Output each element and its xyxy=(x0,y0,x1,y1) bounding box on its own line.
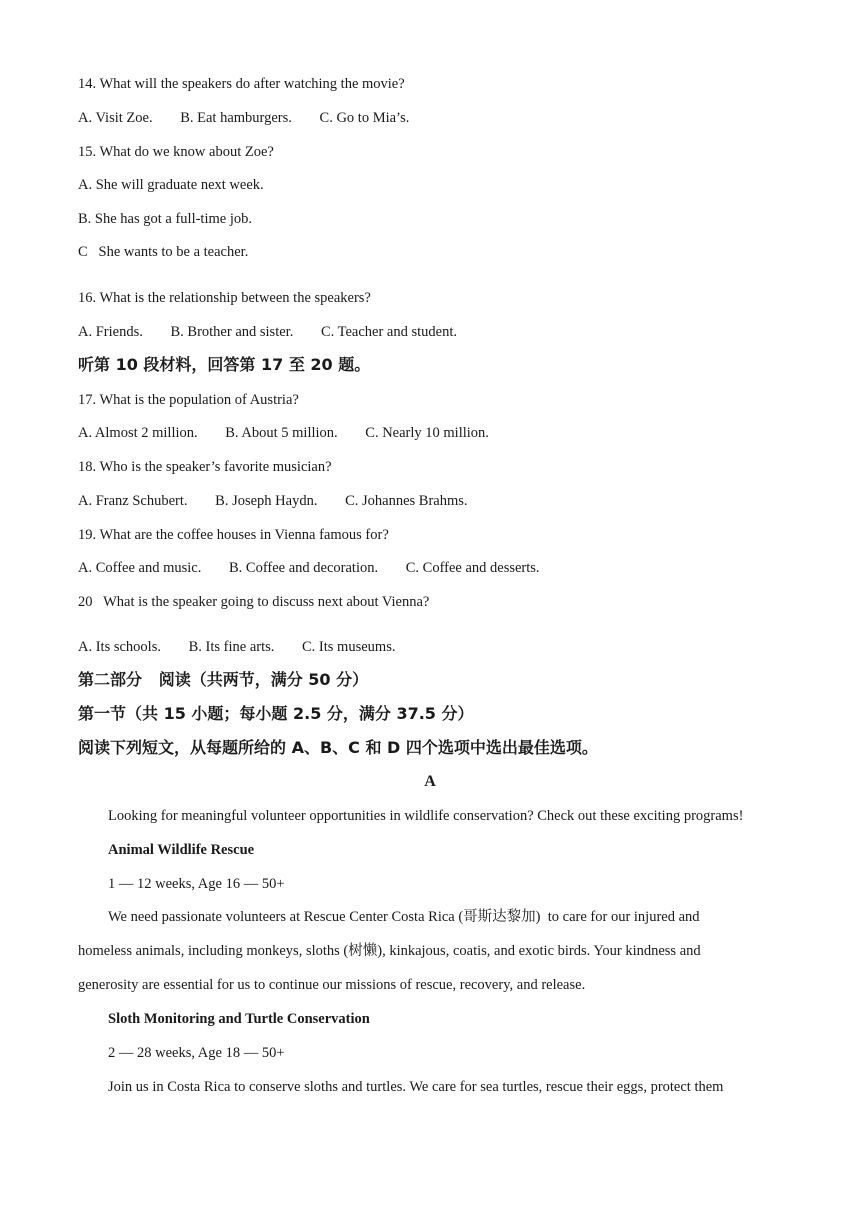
question-16-options xyxy=(78,323,457,341)
option-b: B. Joseph Haydn. xyxy=(215,493,318,509)
question-18: 18. Who is the speaker’s favorite musician? xyxy=(78,459,332,475)
option-c: C. Teacher and student. xyxy=(320,324,457,340)
question-19: 19. What are the coffee houses in Vienna famous for? xyxy=(78,527,389,543)
question-14-options xyxy=(78,109,409,127)
program-1-meta: 1 — 12 weeks, Age 16 — 50+ xyxy=(108,876,285,892)
program-1-text: We need passionate volunteers at Rescue Center Costa Rica (哥斯达黎加) to care for our injured and xyxy=(108,909,700,925)
option-a: A. Friends. xyxy=(78,324,143,340)
program-1-text: homeless animals, including monkeys, sloths (树懒), kinkajous, coatis, and exotic birds. Your kindness and xyxy=(78,943,701,959)
option-b: B. Brother and sister. xyxy=(170,324,294,340)
option-c: C. Go to Mia’s. xyxy=(319,110,410,126)
option-b: B. Its fine arts. xyxy=(188,639,275,655)
reading-instruction: 阅读下列短文，从每题所给的 A、B、C 和 D 四个选项中选出最佳选项。 xyxy=(78,738,598,757)
section-10-instruction: 听第 10 段材料，回答第 17 至 20 题。 xyxy=(78,355,371,374)
passage-label: A xyxy=(424,773,436,790)
question-17-options xyxy=(78,424,489,442)
option-c: C. Coffee and desserts. xyxy=(405,560,540,576)
question-15: 15. What do we know about Zoe? xyxy=(78,144,274,160)
option-a: A. Visit Zoe. xyxy=(78,110,153,126)
program-1-text: generosity are essential for us to continue our missions of rescue, recovery, and release. xyxy=(78,977,586,993)
option-c: C. Its museums. xyxy=(302,639,396,655)
question-14: 14. What will the speakers do after watching the movie? xyxy=(78,76,405,92)
question-16: 16. What is the relationship between the speakers? xyxy=(78,290,371,306)
option-a: A. Almost 2 million. xyxy=(78,425,198,441)
option-a: A. Franz Schubert. xyxy=(78,493,188,509)
program-2-text: Join us in Costa Rica to conserve sloths and turtles. We care for sea turtles, rescue their eggs, protect them xyxy=(108,1079,724,1095)
question-20: 20 What is the speaker going to discuss next about Vienna? xyxy=(78,594,430,610)
option-c: C. Nearly 10 million. xyxy=(365,425,489,441)
question-18-options xyxy=(78,492,468,510)
option-a: A. Coffee and music. xyxy=(78,560,202,576)
option-c: C She wants to be a teacher. xyxy=(78,244,249,260)
option-b: B. Coffee and decoration. xyxy=(228,560,379,576)
part-2-title: 第二部分 阅读（共两节，满分 50 分） xyxy=(78,670,369,689)
question-19-options xyxy=(78,559,540,577)
program-1-title: Animal Wildlife Rescue xyxy=(108,842,255,858)
passage-intro: Looking for meaningful volunteer opportunities in wildlife conservation? Check out these exciting programs! xyxy=(108,808,744,824)
option-a: A. She will graduate next week. xyxy=(78,177,264,193)
option-b: B. About 5 million. xyxy=(225,425,338,441)
question-17: 17. What is the population of Austria? xyxy=(78,392,299,408)
question-20-options xyxy=(78,638,395,656)
option-c: C. Johannes Brahms. xyxy=(345,493,468,509)
option-b: B. Eat hamburgers. xyxy=(180,110,292,126)
option-a: A. Its schools. xyxy=(78,639,161,655)
program-2-meta: 2 — 28 weeks, Age 18 — 50+ xyxy=(108,1045,285,1061)
section-1-title: 第一节（共 15 小题；每小题 2.5 分，满分 37.5 分） xyxy=(78,704,474,723)
program-2-title: Sloth Monitoring and Turtle Conservation xyxy=(108,1011,370,1027)
option-b: B. She has got a full-time job. xyxy=(78,211,252,227)
